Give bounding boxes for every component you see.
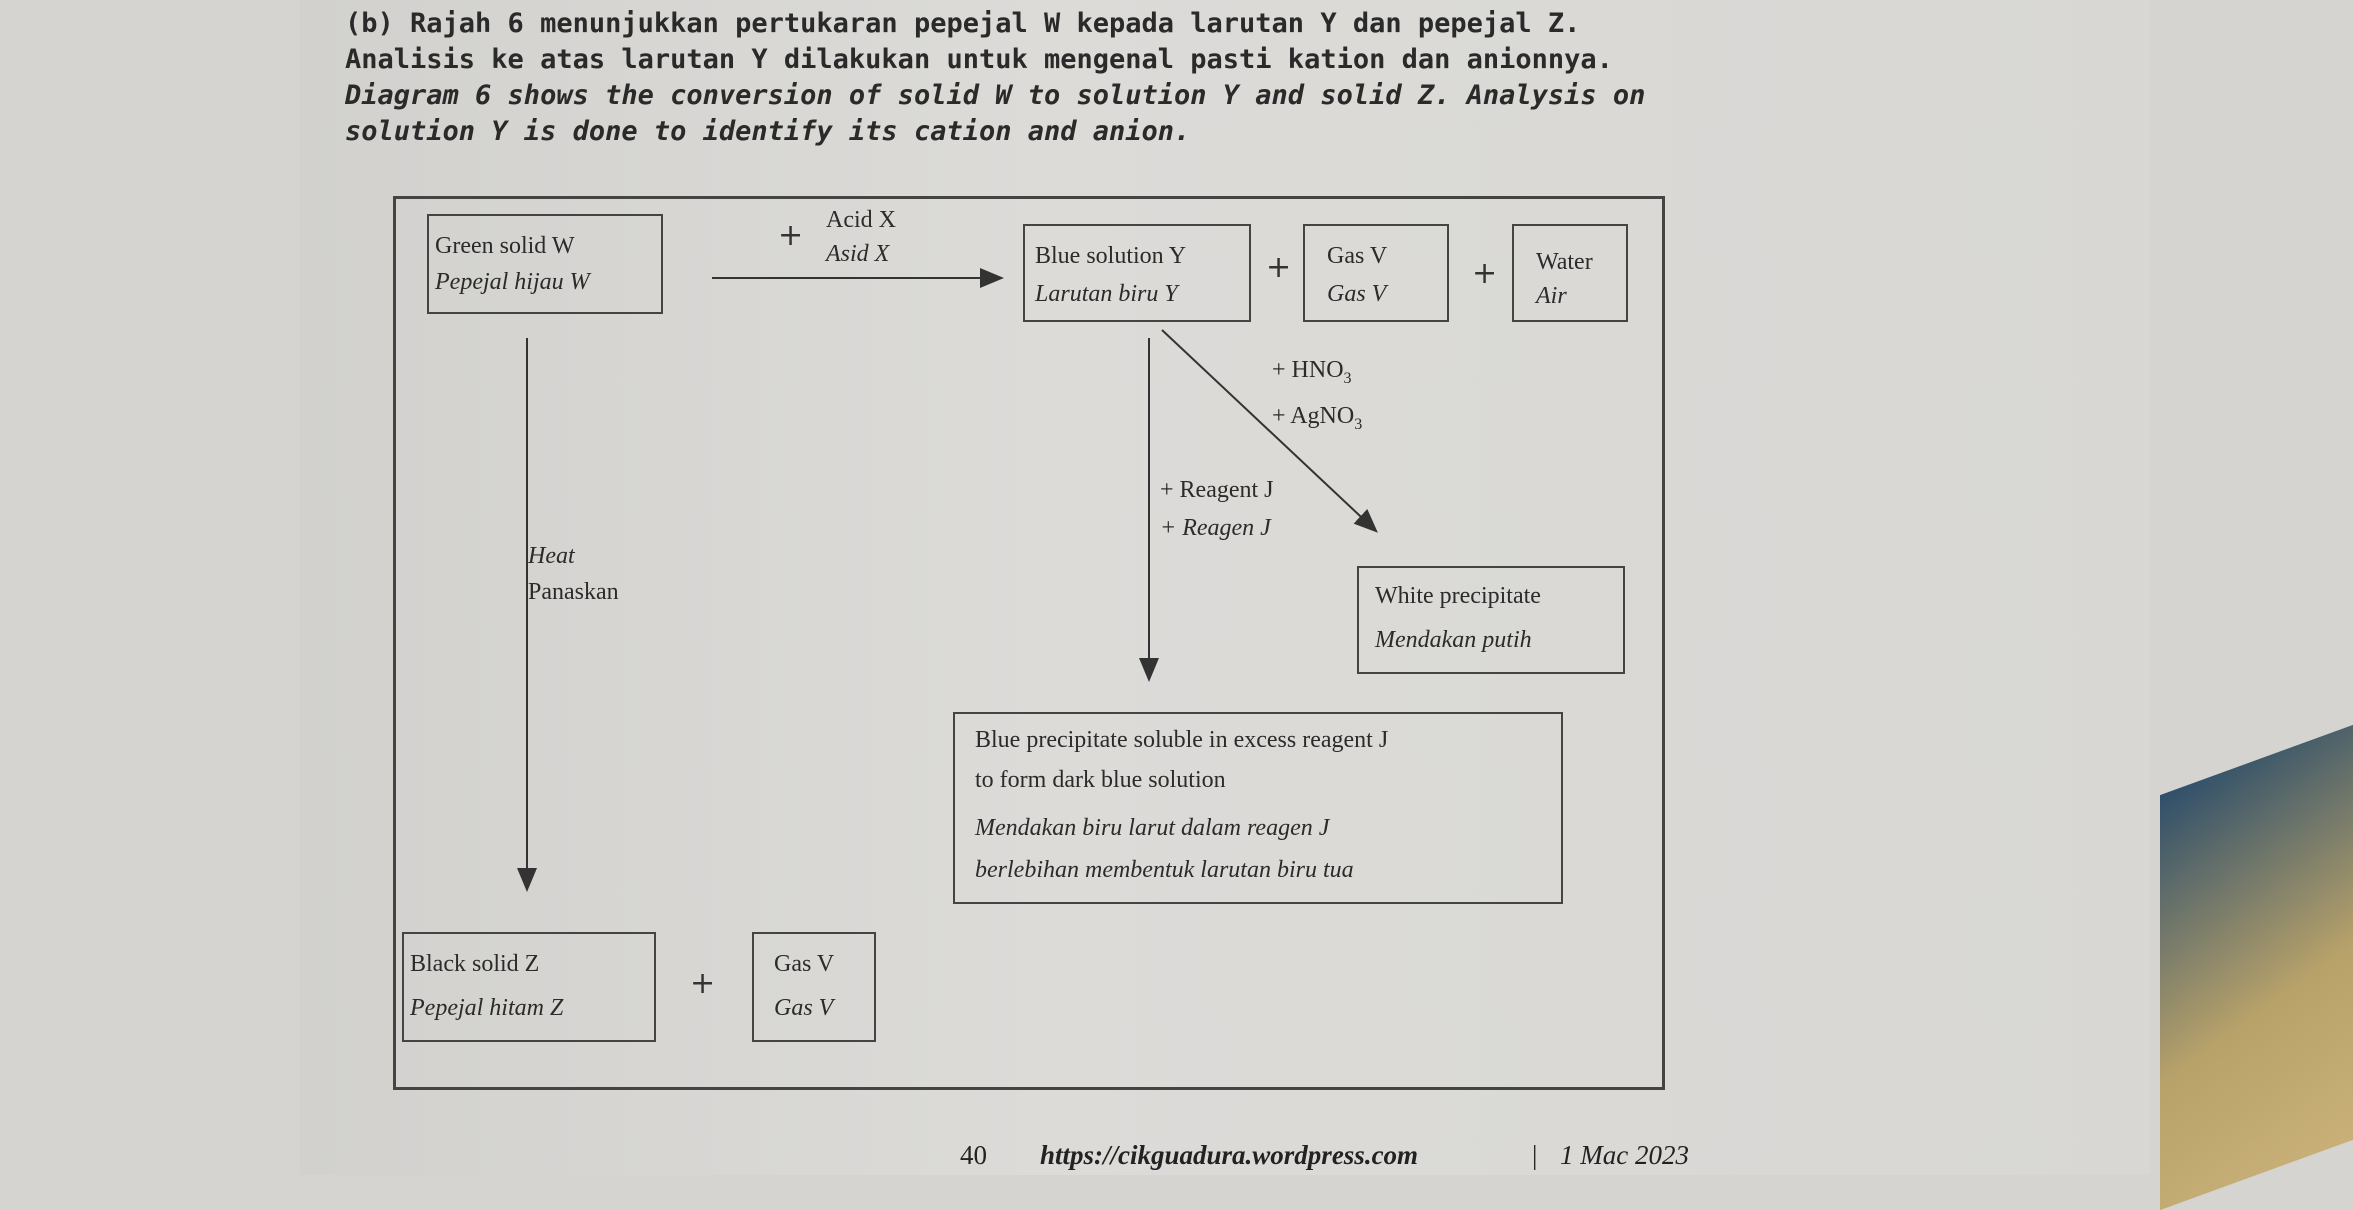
reagent-j-en: + Reagent J: [1160, 477, 1274, 503]
question-line-3: Diagram 6 shows the conversion of solid W to solution Y and solid Z. Analysis on: [345, 80, 1646, 111]
solid-z-box: [402, 932, 656, 1042]
hno3-label: + $HNO_3$: [1272, 357, 1352, 387]
solution-y-en: Blue solution Y: [1035, 243, 1187, 269]
water-en: Water: [1536, 249, 1593, 275]
question-line-4: solution Y is done to identify its cation and anion.: [345, 116, 1191, 147]
reagent-j-ms: + Reagen J: [1160, 515, 1271, 541]
blue-ppt-ms-2: berlebihan membentuk larutan biru tua: [975, 857, 1354, 883]
solid-w-en: Green solid W: [435, 233, 575, 259]
gas-v-top-box: [1303, 224, 1449, 322]
blue-ppt-box: [953, 712, 1563, 904]
gas-v-bottom-ms: Gas V: [774, 995, 834, 1021]
solid-w-box: [427, 214, 663, 314]
gas-v-bottom-box: [752, 932, 876, 1042]
water-ms: Air: [1536, 283, 1567, 309]
blue-ppt-ms-1: Mendakan biru larut dalam reagen J: [975, 815, 1330, 841]
white-ppt-ms: Mendakan putih: [1375, 627, 1532, 653]
agno3-label: + AgNO$_3$: [1272, 403, 1363, 433]
footer-url: https://cikguadura.wordpress.com: [1040, 1140, 1419, 1170]
solution-y-ms: Larutan biru Y: [1035, 281, 1178, 307]
footer-date: 1 Mac 2023: [1560, 1140, 1689, 1170]
solution-y-box: [1023, 224, 1251, 322]
question-line-1: (b) Rajah 6 menunjukkan pertukaran pepejal W kepada larutan Y dan pepejal Z.: [345, 8, 1581, 39]
heat-en: Heat: [528, 543, 575, 569]
blue-ppt-en-1: Blue precipitate soluble in excess reagent J: [975, 727, 1389, 753]
gas-v-top-ms: Gas V: [1327, 281, 1387, 307]
plus-gas: +: [1266, 250, 1292, 285]
heat-ms: Panaskan: [528, 579, 619, 605]
solid-w-ms: Pepejal hijau W: [435, 269, 590, 295]
footer-separator: |: [1532, 1140, 1538, 1170]
solid-z-en: Black solid Z: [410, 951, 540, 977]
acid-x-ms: Asid X: [826, 241, 890, 267]
plus-acid: +: [778, 218, 804, 253]
white-ppt-box: [1357, 566, 1625, 674]
question-line-2: Analisis ke atas larutan Y dilakukan untuk mengenal pasti kation dan anionnya.: [345, 44, 1613, 75]
solid-z-ms: Pepejal hitam Z: [410, 995, 564, 1021]
water-box: [1512, 224, 1628, 322]
white-ppt-en: White precipitate: [1375, 583, 1541, 609]
page-number: 40: [960, 1140, 987, 1170]
acid-x-en: Acid X: [826, 207, 896, 233]
plus-water: +: [1472, 256, 1498, 291]
gas-v-bottom-en: Gas V: [774, 951, 835, 977]
blue-ppt-en-2: to form dark blue solution: [975, 767, 1226, 793]
gas-v-top-en: Gas V: [1327, 243, 1388, 269]
plus-z: +: [690, 966, 716, 1001]
